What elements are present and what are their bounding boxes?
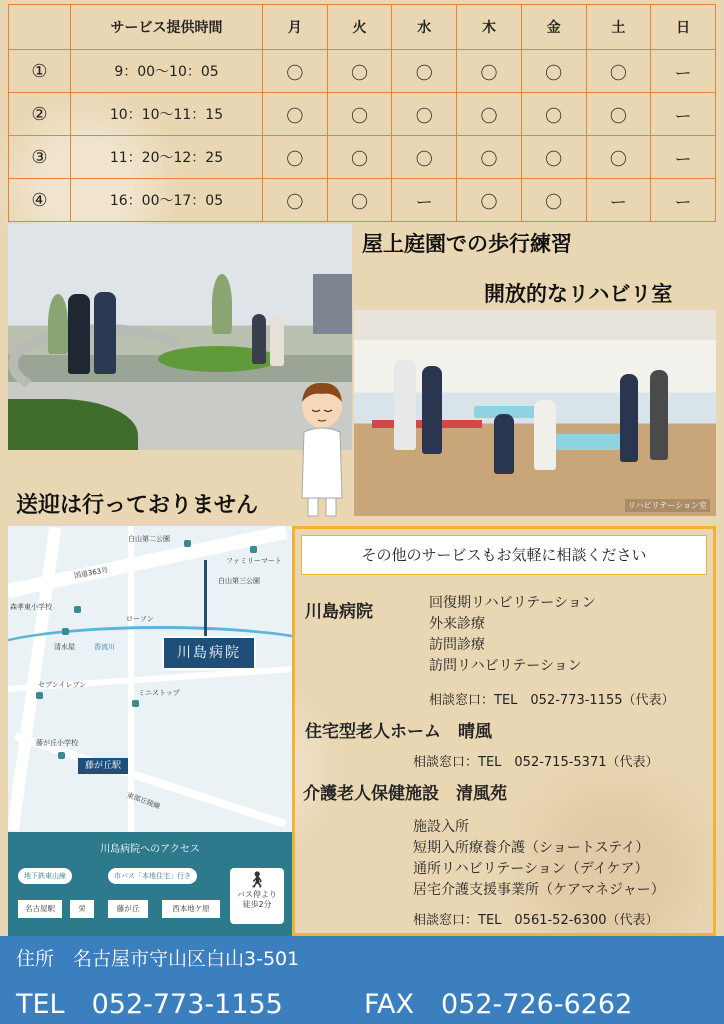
availability-cell: 〇 bbox=[263, 179, 328, 222]
slot-time: 16：00〜17：05 bbox=[71, 179, 263, 222]
store-marker bbox=[250, 546, 257, 553]
rehab-photo-label: リハビリテーション室 bbox=[625, 499, 710, 512]
availability-cell: 〇 bbox=[392, 93, 457, 136]
person-shape bbox=[650, 370, 668, 460]
person-shape bbox=[94, 292, 116, 374]
map-label: 森孝東小学校 bbox=[10, 603, 52, 611]
service-item: 施設入所 bbox=[413, 819, 469, 835]
access-map bbox=[8, 526, 292, 936]
availability-cell: 〇 bbox=[457, 179, 522, 222]
service-item: 回復期リハビリテーション bbox=[429, 595, 596, 611]
garden-caption: 屋上庭園での歩行練習 bbox=[362, 232, 572, 256]
ceiling bbox=[354, 310, 716, 340]
availability-cell: 〇 bbox=[521, 93, 586, 136]
availability-cell: 〇 bbox=[392, 50, 457, 93]
subway-line-label: 地下鉄東山線 bbox=[18, 868, 72, 884]
building-shape bbox=[313, 274, 352, 334]
stop-label: 栄 bbox=[70, 900, 94, 918]
rehab-room-photo bbox=[354, 310, 716, 516]
rehab-room-caption: 開放的なリハビリ室 bbox=[484, 282, 673, 306]
map-label: 香流川 bbox=[94, 643, 115, 651]
tree-shape bbox=[48, 294, 68, 354]
walk-info bbox=[230, 868, 284, 924]
header-cell: 日 bbox=[651, 5, 716, 50]
fax-number: FAX 052-726-6262 bbox=[364, 989, 633, 1020]
header-cell: 水 bbox=[392, 5, 457, 50]
availability-cell: ー bbox=[651, 179, 716, 222]
availability-cell: 〇 bbox=[327, 50, 392, 93]
map-label: 藤が丘小学校 bbox=[36, 739, 78, 747]
service-item: 通所リハビリテーション（デイケア） bbox=[413, 861, 649, 877]
table-row bbox=[9, 179, 716, 222]
map-label: セブンイレブン bbox=[38, 681, 87, 689]
map-label: ローソン bbox=[126, 615, 154, 623]
slot-number: ① bbox=[9, 50, 71, 93]
map-label: 白山第三公園 bbox=[218, 577, 260, 585]
walk-time: バス停より 徒歩2分 bbox=[237, 890, 277, 909]
park-marker bbox=[184, 540, 191, 547]
availability-cell: 〇 bbox=[327, 179, 392, 222]
schedule-header-row bbox=[9, 5, 716, 50]
availability-cell: 〇 bbox=[586, 136, 651, 179]
planting-bed bbox=[8, 399, 138, 450]
table-row bbox=[9, 93, 716, 136]
availability-cell: ー bbox=[651, 136, 716, 179]
person-shape bbox=[252, 314, 266, 364]
map-label: 白山第二公園 bbox=[128, 535, 170, 543]
tree-shape bbox=[212, 274, 232, 334]
slot-number: ④ bbox=[9, 179, 71, 222]
person-shape bbox=[270, 316, 284, 366]
contact-footer bbox=[0, 936, 724, 1024]
services-title: その他のサービスもお気軽に相談ください bbox=[301, 535, 707, 575]
person-shape bbox=[68, 294, 90, 374]
facility-name: 介護老人保健施設 清風苑 bbox=[303, 784, 507, 804]
service-item: 居宅介護支援事業所（ケアマネジャー） bbox=[413, 882, 665, 898]
hospital-marker: 川島病院 bbox=[162, 636, 256, 670]
slot-number: ② bbox=[9, 93, 71, 136]
address: 住所 名古屋市守山区白山3-501 bbox=[16, 948, 300, 970]
service-item: 訪問診療 bbox=[429, 637, 485, 653]
phone-number: TEL 052-773-1155 bbox=[16, 989, 283, 1020]
person-shape bbox=[394, 360, 416, 450]
person-shape bbox=[620, 374, 638, 462]
hospital-pin bbox=[204, 560, 207, 638]
header-cell bbox=[9, 5, 71, 50]
map-label: ファミリーマート bbox=[226, 557, 282, 565]
store-marker bbox=[132, 700, 139, 707]
availability-cell: 〇 bbox=[263, 50, 328, 93]
walking-person-icon: 🚶︎ bbox=[246, 870, 268, 889]
store-marker bbox=[36, 692, 43, 699]
availability-cell: ー bbox=[392, 179, 457, 222]
service-item: 短期入所療養介護（ショートステイ） bbox=[413, 840, 650, 856]
map-label: ミニストップ bbox=[138, 689, 180, 697]
facility-name: 川島病院 bbox=[305, 602, 373, 622]
contact-line: 相談窓口：TEL 052-773-1155（代表） bbox=[429, 693, 675, 708]
availability-cell: 〇 bbox=[457, 136, 522, 179]
store-marker bbox=[62, 628, 69, 635]
contact-line: 相談窓口：TEL 0561-52-6300（代表） bbox=[413, 913, 659, 928]
slot-number: ③ bbox=[9, 136, 71, 179]
availability-cell: 〇 bbox=[521, 179, 586, 222]
availability-cell: 〇 bbox=[586, 93, 651, 136]
header-cell: 土 bbox=[586, 5, 651, 50]
availability-cell: 〇 bbox=[521, 136, 586, 179]
station-marker: 藤が丘駅 bbox=[78, 758, 128, 774]
service-item: 外来診療 bbox=[429, 616, 485, 632]
slot-time: 11：20〜12：25 bbox=[71, 136, 263, 179]
availability-cell: ー bbox=[651, 93, 716, 136]
contact-line: 相談窓口：TEL 052-715-5371（代表） bbox=[413, 755, 659, 770]
availability-cell: 〇 bbox=[392, 136, 457, 179]
availability-cell: ー bbox=[586, 179, 651, 222]
header-cell: サービス提供時間 bbox=[71, 5, 263, 50]
slot-time: 9：00〜10：05 bbox=[71, 50, 263, 93]
availability-cell: 〇 bbox=[586, 50, 651, 93]
header-cell: 金 bbox=[521, 5, 586, 50]
nurse-illustration bbox=[294, 380, 350, 520]
header-cell: 月 bbox=[263, 5, 328, 50]
access-title: 川島病院へのアクセス bbox=[100, 844, 200, 855]
availability-cell: 〇 bbox=[263, 93, 328, 136]
availability-cell: 〇 bbox=[327, 93, 392, 136]
availability-cell: 〇 bbox=[263, 136, 328, 179]
service-schedule-table bbox=[8, 4, 716, 222]
table-row bbox=[9, 136, 716, 179]
map-label: 東部丘陵線 bbox=[125, 791, 162, 811]
header-cell: 木 bbox=[457, 5, 522, 50]
slot-time: 10：10〜11：15 bbox=[71, 93, 263, 136]
table-row bbox=[9, 50, 716, 93]
school-marker bbox=[74, 606, 81, 613]
map-label: 清水屋 bbox=[54, 643, 75, 651]
person-shape bbox=[534, 400, 556, 470]
availability-cell: 〇 bbox=[457, 50, 522, 93]
stop-label: 西本地ケ原 bbox=[162, 900, 220, 918]
map-label: 国道363号 bbox=[73, 566, 109, 580]
person-shape bbox=[494, 414, 514, 474]
school-marker bbox=[58, 752, 65, 759]
other-services-box bbox=[292, 526, 716, 936]
service-item: 訪問リハビリテーション bbox=[429, 658, 582, 674]
header-cell: 火 bbox=[327, 5, 392, 50]
stop-label: 名古屋駅 bbox=[18, 900, 62, 918]
access-panel bbox=[8, 832, 292, 936]
availability-cell: 〇 bbox=[457, 93, 522, 136]
facility-name: 住宅型老人ホーム 晴風 bbox=[305, 722, 492, 742]
stop-label: 藤が丘 bbox=[108, 900, 148, 918]
availability-cell: ー bbox=[651, 50, 716, 93]
availability-cell: 〇 bbox=[327, 136, 392, 179]
no-transport-notice: 送迎は行っておりません bbox=[16, 493, 259, 518]
availability-cell: 〇 bbox=[521, 50, 586, 93]
bus-line-label: 市バス「本地住宅」行き bbox=[108, 868, 197, 884]
person-shape bbox=[422, 366, 442, 454]
